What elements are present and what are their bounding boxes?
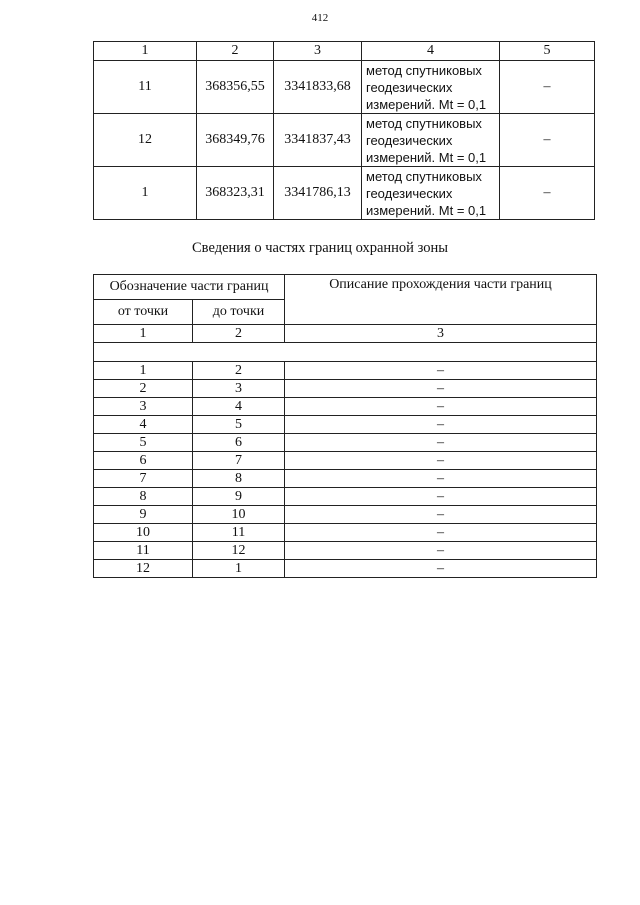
method-line: геодезических [366,185,453,201]
table-header-row [94,275,597,300]
to-point: 12 [193,542,285,560]
table-row [94,506,597,524]
description-cell: – [285,452,597,470]
x-coordinate: 368356,55 [197,61,274,114]
description-cell: – [285,542,597,560]
boundary-parts-table [93,274,597,578]
point-number: 11 [94,61,197,114]
description-cell: – [285,362,597,380]
note-cell: – [500,167,595,220]
table-row [94,416,597,434]
from-point: 3 [94,398,193,416]
method-line: измерений. Mt = 0,1 [366,149,487,165]
parts-body [94,362,597,578]
description-header: Описание прохождения части границ [285,275,597,325]
method-line: метод спутниковых [366,115,482,131]
table-row [94,362,597,380]
method-line: геодезических [366,79,453,95]
to-point: 4 [193,398,285,416]
table-row [94,452,597,470]
method-line: метод спутниковых [366,62,482,78]
coordinates-table [93,41,595,220]
from-point: 9 [94,506,193,524]
method-cell [362,167,500,220]
x-coordinate: 368323,31 [197,167,274,220]
table-row [94,398,597,416]
table-row [94,524,597,542]
method-line: метод спутниковых [366,168,482,184]
y-coordinate: 3341837,43 [274,114,362,167]
description-cell: – [285,524,597,542]
description-cell: – [285,416,597,434]
from-point: 10 [94,524,193,542]
y-coordinate: 3341786,13 [274,167,362,220]
section-title: Сведения о частях границ охранной зоны [192,240,448,256]
y-coordinate: 3341833,68 [274,61,362,114]
method-line: измерений. Mt = 0,1 [366,202,487,218]
method-cell [362,114,500,167]
table-row [94,542,597,560]
description-cell: – [285,488,597,506]
table-row [94,560,597,578]
to-point: 7 [193,452,285,470]
from-point: 2 [94,380,193,398]
method-line: измерений. Mt = 0,1 [366,96,487,112]
description-cell: – [285,434,597,452]
description-cell: – [285,380,597,398]
table-row [94,114,595,167]
note-cell: – [500,61,595,114]
table-row [94,380,597,398]
from-point-header: от точки [94,300,193,325]
description-cell: – [285,506,597,524]
table-row [94,61,595,114]
to-point: 1 [193,560,285,578]
from-point: 5 [94,434,193,452]
description-cell: – [285,560,597,578]
description-cell: – [285,470,597,488]
empty-cell [94,343,597,362]
from-point: 11 [94,542,193,560]
point-number: 1 [94,167,197,220]
to-point: 8 [193,470,285,488]
to-point: 10 [193,506,285,524]
description-cell: – [285,398,597,416]
to-point: 2 [193,362,285,380]
column-number: 2 [193,325,285,343]
from-point: 12 [94,560,193,578]
table-header-row [94,42,595,61]
note-cell: – [500,114,595,167]
column-number: 1 [94,42,197,61]
column-number: 1 [94,325,193,343]
to-point: 6 [193,434,285,452]
point-number: 12 [94,114,197,167]
table-row [94,434,597,452]
table-row [94,488,597,506]
column-number: 4 [362,42,500,61]
from-point: 8 [94,488,193,506]
designation-header: Обозначение части границ [94,275,285,300]
to-point: 11 [193,524,285,542]
column-number: 2 [197,42,274,61]
column-number: 3 [285,325,597,343]
from-point: 1 [94,362,193,380]
from-point: 7 [94,470,193,488]
method-cell [362,61,500,114]
column-number-row [94,325,597,343]
to-point-header: до точки [193,300,285,325]
column-number: 3 [274,42,362,61]
page-number: 412 [311,12,329,24]
from-point: 6 [94,452,193,470]
table-row [94,167,595,220]
to-point: 3 [193,380,285,398]
to-point: 5 [193,416,285,434]
empty-row [94,343,597,362]
method-line: геодезических [366,132,453,148]
column-number: 5 [500,42,595,61]
to-point: 9 [193,488,285,506]
table-row [94,470,597,488]
x-coordinate: 368349,76 [197,114,274,167]
from-point: 4 [94,416,193,434]
